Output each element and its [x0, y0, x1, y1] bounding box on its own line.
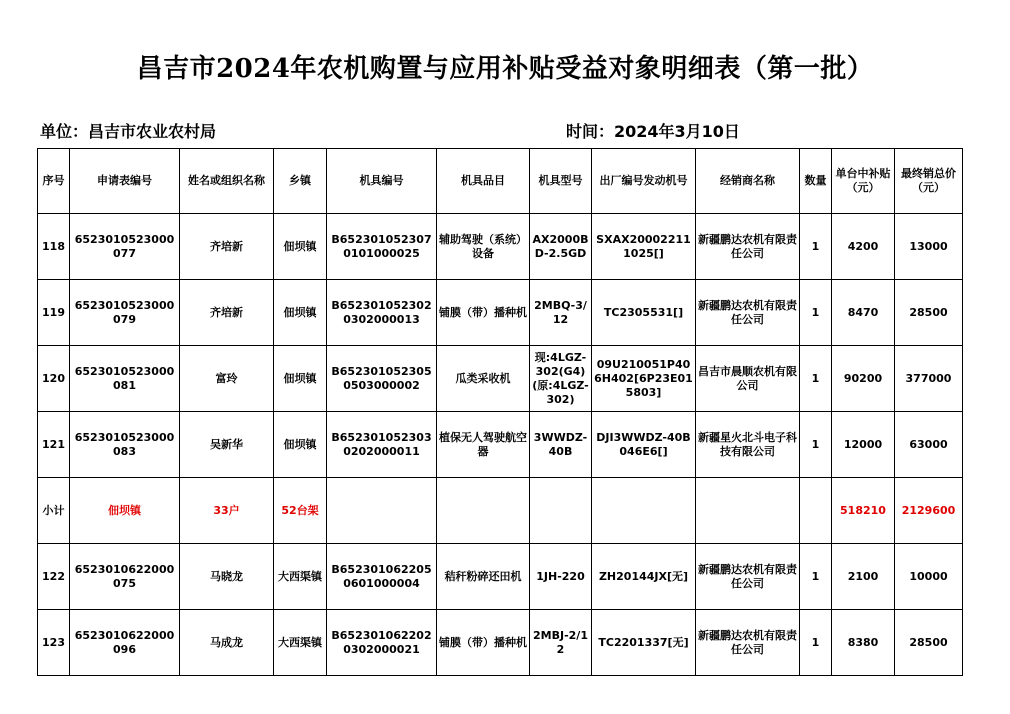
header-name: 姓名或组织名称	[180, 149, 274, 214]
table-row	[38, 610, 963, 676]
cell-machine-no: B6523010622050601000004	[327, 544, 437, 610]
header-serial: 出厂编号发动机号	[592, 149, 696, 214]
cell-seq: 123	[38, 610, 70, 676]
table-row	[38, 544, 963, 610]
table-row	[38, 214, 963, 280]
subtotal-row	[38, 478, 963, 544]
header-dealer: 经销商名称	[696, 149, 800, 214]
cell-total: 377000	[895, 346, 963, 412]
subtotal-households: 33户	[180, 478, 274, 544]
header-machine-no: 机具编号	[327, 149, 437, 214]
cell-application-no: 6523010523000081	[70, 346, 180, 412]
cell-machine-no: B6523010523030202000011	[327, 412, 437, 478]
cell-total: 13000	[895, 214, 963, 280]
cell-category: 铺膜（带）播种机	[437, 610, 530, 676]
cell-name: 马晓龙	[180, 544, 274, 610]
cell-serial: TC2201337[无]	[592, 610, 696, 676]
subtotal-label: 小计	[38, 478, 70, 544]
cell-name: 齐培新	[180, 280, 274, 346]
cell-total: 28500	[895, 610, 963, 676]
cell-town: 大西渠镇	[274, 610, 327, 676]
cell-total: 10000	[895, 544, 963, 610]
cell-name: 马成龙	[180, 610, 274, 676]
cell-subsidy: 4200	[832, 214, 895, 280]
cell-name: 富玲	[180, 346, 274, 412]
cell-serial: TC2305531[]	[592, 280, 696, 346]
cell-total: 63000	[895, 412, 963, 478]
header-row	[38, 149, 963, 214]
header-seq: 序号	[38, 149, 70, 214]
cell-quantity: 1	[800, 610, 832, 676]
cell-model: 1JH-220	[530, 544, 592, 610]
cell-model: 现:4LGZ-302(G4)(原:4LGZ-302)	[530, 346, 592, 412]
empty-cell	[437, 478, 530, 544]
cell-machine-no: B6523010622020302000021	[327, 610, 437, 676]
cell-dealer: 新疆鹏达农机有限责任公司	[696, 544, 800, 610]
cell-quantity: 1	[800, 214, 832, 280]
cell-application-no: 6523010523000077	[70, 214, 180, 280]
cell-quantity: 1	[800, 544, 832, 610]
cell-dealer: 新疆星火北斗电子科技有限公司	[696, 412, 800, 478]
unit-label: 单位：昌吉市农业农村局	[40, 122, 217, 141]
cell-model: 2MBJ-2/12	[530, 610, 592, 676]
cell-category: 辅助驾驶（系统）设备	[437, 214, 530, 280]
empty-cell	[696, 478, 800, 544]
cell-machine-no: B6523010523050503000002	[327, 346, 437, 412]
header-application-no: 申请表编号	[70, 149, 180, 214]
table-row	[38, 346, 963, 412]
cell-category: 秸秆粉碎还田机	[437, 544, 530, 610]
cell-subsidy: 2100	[832, 544, 895, 610]
cell-model: 3WWDZ-40B	[530, 412, 592, 478]
cell-subsidy: 8380	[832, 610, 895, 676]
date-label: 时间：2024年3月10日	[566, 122, 740, 141]
cell-application-no: 6523010523000083	[70, 412, 180, 478]
subtotal-machines: 52台架	[274, 478, 327, 544]
table-row	[38, 280, 963, 346]
empty-cell	[530, 478, 592, 544]
cell-subsidy: 8470	[832, 280, 895, 346]
cell-town: 佃坝镇	[274, 214, 327, 280]
cell-serial: DJI3WWDZ-40B046E6[]	[592, 412, 696, 478]
cell-town: 佃坝镇	[274, 346, 327, 412]
cell-seq: 120	[38, 346, 70, 412]
cell-total: 28500	[895, 280, 963, 346]
subsidy-table	[37, 148, 963, 676]
cell-serial: 09U210051P406H402[6P23E015803]	[592, 346, 696, 412]
cell-model: 2MBQ-3/12	[530, 280, 592, 346]
cell-quantity: 1	[800, 280, 832, 346]
header-quantity: 数量	[800, 149, 832, 214]
cell-application-no: 6523010622000075	[70, 544, 180, 610]
cell-machine-no: B6523010523070101000025	[327, 214, 437, 280]
page-title: 昌吉市2024年农机购置与应用补贴受益对象明细表（第一批）	[136, 54, 874, 84]
cell-machine-no: B6523010523020302000013	[327, 280, 437, 346]
cell-town: 佃坝镇	[274, 280, 327, 346]
cell-dealer: 新疆鹏达农机有限责任公司	[696, 280, 800, 346]
header-total: 最终销总价（元）	[895, 149, 963, 214]
cell-town: 大西渠镇	[274, 544, 327, 610]
cell-dealer: 昌吉市晨顺农机有限公司	[696, 346, 800, 412]
cell-seq: 122	[38, 544, 70, 610]
cell-quantity: 1	[800, 412, 832, 478]
cell-seq: 118	[38, 214, 70, 280]
empty-cell	[592, 478, 696, 544]
cell-subsidy: 12000	[832, 412, 895, 478]
cell-category: 瓜类采收机	[437, 346, 530, 412]
cell-category: 植保无人驾驶航空器	[437, 412, 530, 478]
cell-serial: SXAX200022111025[]	[592, 214, 696, 280]
cell-model: AX2000BD-2.5GD	[530, 214, 592, 280]
empty-cell	[800, 478, 832, 544]
cell-subsidy: 90200	[832, 346, 895, 412]
subtotal-total: 2129600	[895, 478, 963, 544]
header-category: 机具品目	[437, 149, 530, 214]
cell-name: 吴新华	[180, 412, 274, 478]
cell-seq: 121	[38, 412, 70, 478]
cell-dealer: 新疆鹏达农机有限责任公司	[696, 610, 800, 676]
cell-application-no: 6523010523000079	[70, 280, 180, 346]
cell-seq: 119	[38, 280, 70, 346]
cell-application-no: 6523010622000096	[70, 610, 180, 676]
header-subsidy: 单台中补贴（元）	[832, 149, 895, 214]
header-model: 机具型号	[530, 149, 592, 214]
subtotal-subsidy: 518210	[832, 478, 895, 544]
table-row	[38, 412, 963, 478]
cell-quantity: 1	[800, 346, 832, 412]
subtotal-town: 佃坝镇	[70, 478, 180, 544]
cell-name: 齐培新	[180, 214, 274, 280]
cell-category: 铺膜（带）播种机	[437, 280, 530, 346]
header-town: 乡镇	[274, 149, 327, 214]
cell-dealer: 新疆鹏达农机有限责任公司	[696, 214, 800, 280]
cell-serial: ZH20144JX[无]	[592, 544, 696, 610]
cell-town: 佃坝镇	[274, 412, 327, 478]
empty-cell	[327, 478, 437, 544]
